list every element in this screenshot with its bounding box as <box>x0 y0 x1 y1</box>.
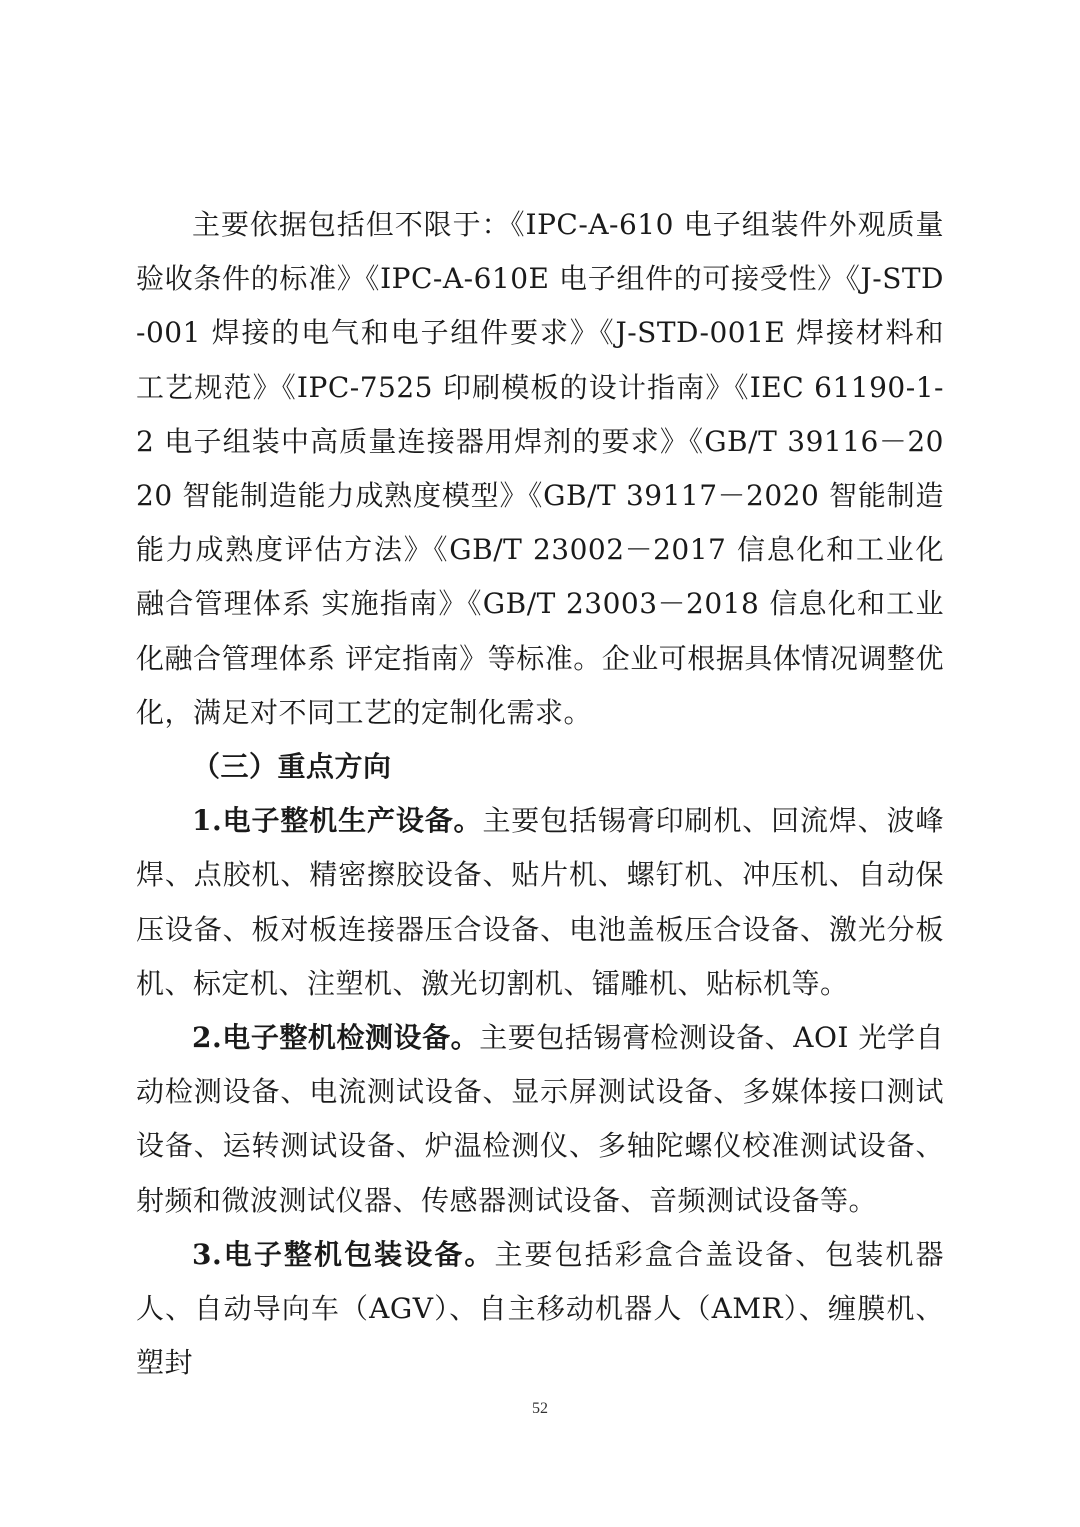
item-lead-3: 3.电子整机包装设备。 <box>192 1237 495 1271</box>
item-lead-2: 2.电子整机检测设备。 <box>192 1021 480 1055</box>
item-text-1: 主要包括锡膏印刷机、回流焊、波峰焊、点胶机、精密擦胶设备、贴片机、螺钉机、冲压机、自动保压设备、板对板连接器压合设备、电池盖板压合设备、激光分板机、标定机、注塑机、激光切割机、镭雕机、贴标机等。 <box>136 804 944 1000</box>
basis-paragraph: 主要依据包括但不限于：《IPC-A-610 电子组装件外观质量验收条件的标准》《IPC-A-610E 电子组件的可接受性》《J-STD-001 焊接的电气和电子组件要求》《J-STD-001E 焊接材料和工艺规范》《IPC-7525 印刷模板的设计指南》《IEC 61190-1-2 电子组装中高质量连接器用焊剂的要求》《GB/T 39116－2020 智能制造能力成熟度模型》《GB/T 39117－2020 智能制造能力成熟度评估方法》《GB/T 23002－2017 信息化和工业化融合管理体系 实施指南》《GB/T 23003－2018 信息化和工业化融合管理体系 评定指南》等标准。企业可根据具体情况调整优化，满足对不同工艺的定制化需求。 <box>136 208 944 729</box>
item-text-3: 主要包括彩盒合盖设备、包装机器人、自动导向车（AGV）、自主移动机器人（AMR）、缠膜机、塑封 <box>136 1237 944 1380</box>
item-lead-1: 1.电子整机生产设备。 <box>192 804 483 838</box>
item-paragraph-2 <box>136 1011 944 1228</box>
document-body <box>136 198 944 1390</box>
item-text-2: 主要包括锡膏检测设备、AOI 光学自动检测设备、电流测试设备、显示屏测试设备、多媒体接口测试设备、运转测试设备、炉温检测仪、多轴陀螺仪校准测试设备、射频和微波测试仪器、传感器测试设备、音频测试设备等。 <box>136 1021 944 1217</box>
page-number: 52 <box>532 1400 548 1417</box>
section-heading: （三）重点方向 <box>192 750 392 784</box>
item-paragraph-1 <box>136 794 944 1011</box>
item-paragraph-3 <box>136 1228 944 1391</box>
